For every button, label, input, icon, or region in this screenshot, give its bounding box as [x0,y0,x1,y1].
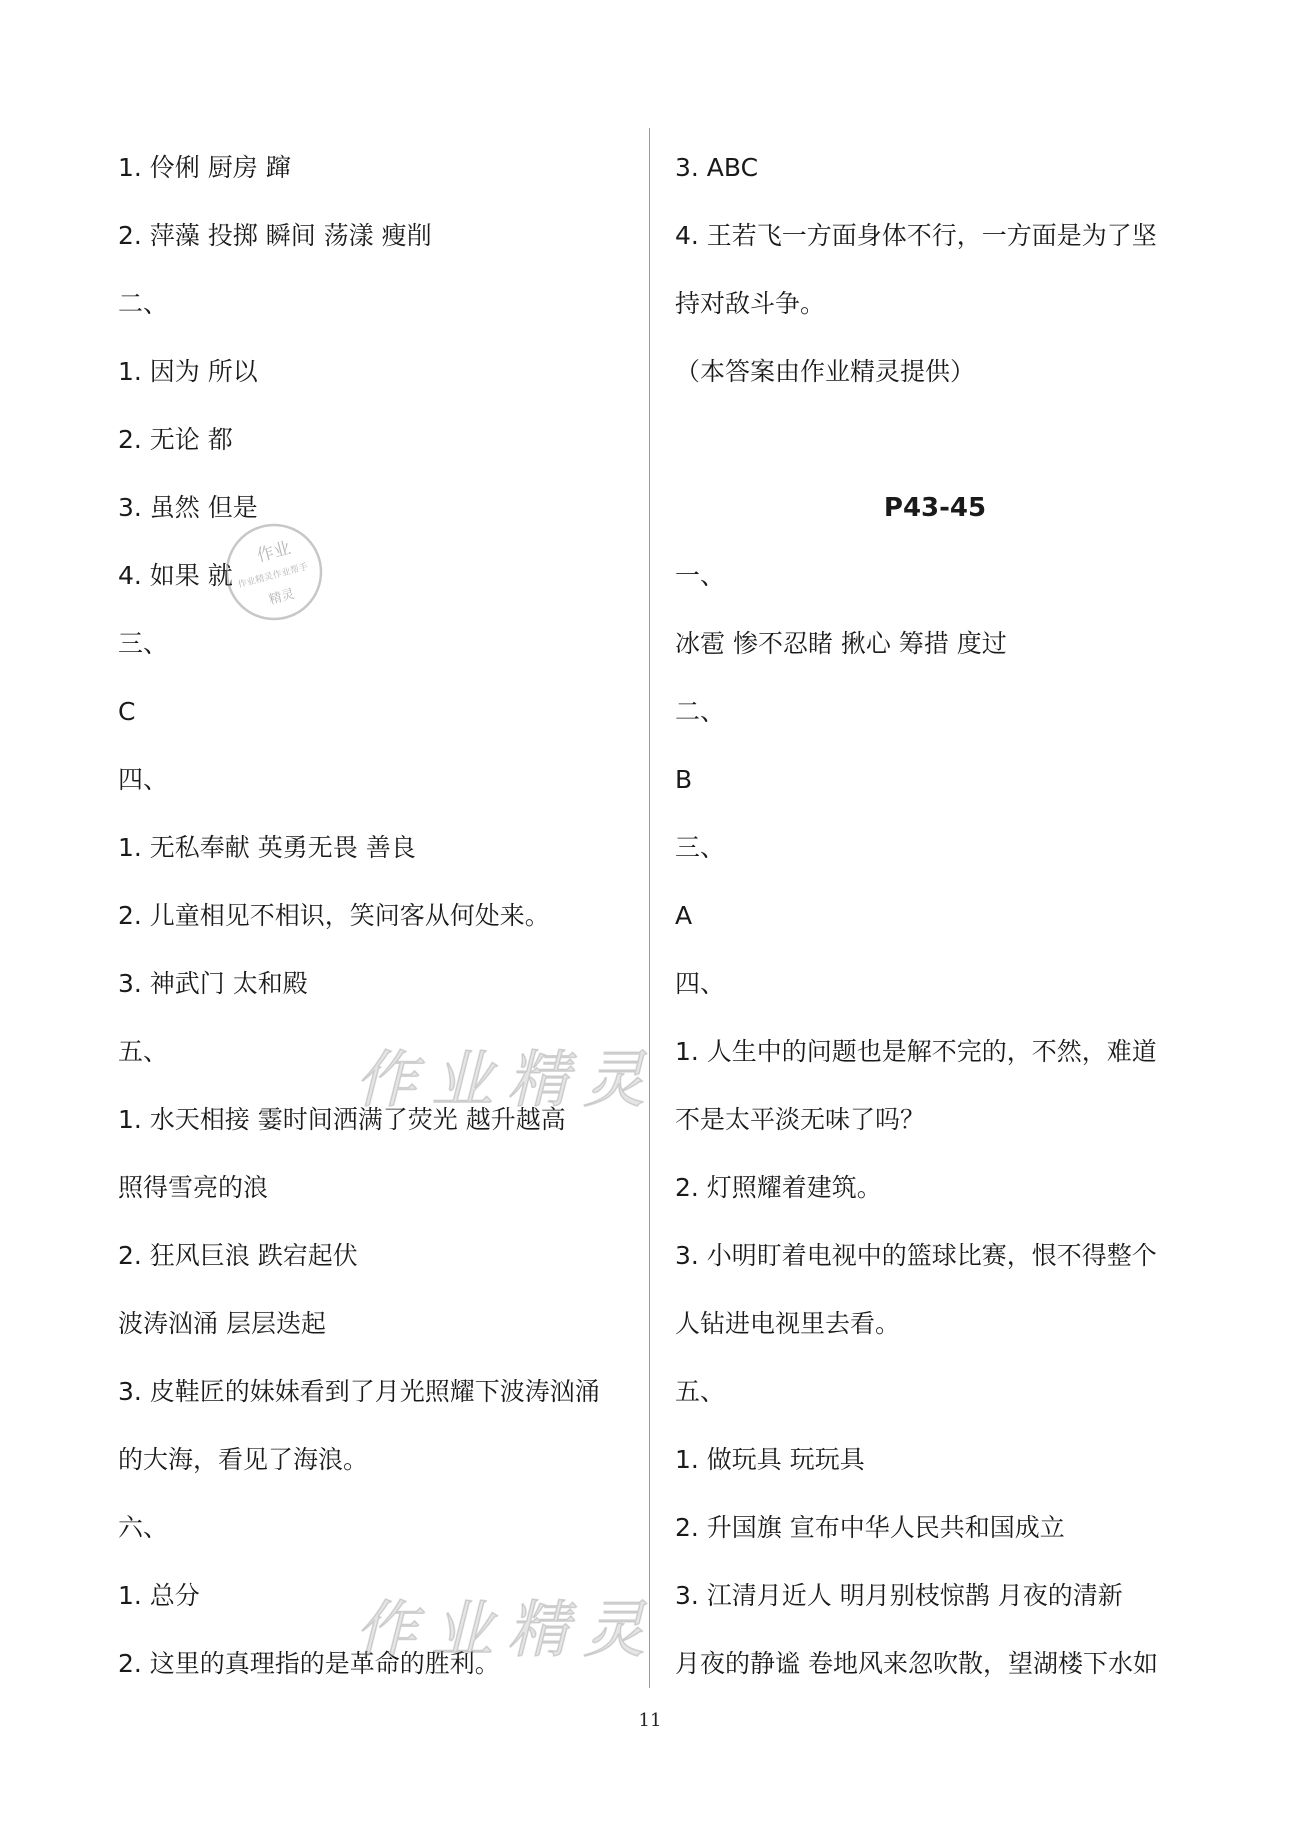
answer-line: 2. 萍藻 投掷 瞬间 荡漾 瘦削 [118,221,432,250]
section-marker: 五、 [118,1037,169,1066]
left-column [118,148,638,1712]
answer-line: 2. 升国旗 宣布中华人民共和国成立 [675,1513,1065,1542]
answer-line: 1. 水天相接 霎时间洒满了荧光 越升越高 [118,1105,566,1134]
answer-line: 3. ABC [675,153,759,182]
answer-line: 2. 狂风巨浪 跌宕起伏 [118,1241,358,1270]
answer-line: 的大海，看见了海浪。 [118,1445,369,1474]
answer-line: 照得雪亮的浪 [118,1173,269,1202]
answer-line: 3. 皮鞋匠的妹妹看到了月光照耀下波涛汹涌 [118,1377,600,1406]
watermark-seal [222,520,327,625]
seal-bottom-text: 精灵 [267,586,297,608]
source-note: （本答案由作业精灵提供） [675,357,976,386]
watermark: 作业精灵 [355,1593,660,1666]
section-marker: 二、 [675,697,726,726]
section-marker: 六、 [118,1513,169,1542]
answer-line: 人钻进电视里去看。 [675,1309,901,1338]
right-column [675,148,1195,1712]
watermark: 作业精灵 [355,1043,660,1116]
column-divider [649,128,650,1688]
spacer-line [675,420,1195,488]
answer-line: 1. 无私奉献 英勇无畏 善良 [118,833,416,862]
seal-middle-text: 作业精灵作业帮手 [237,562,310,591]
page-range-heading: P43-45 [883,493,987,523]
seal-top-text: 作业 [254,538,293,567]
section-marker: 五、 [675,1377,726,1406]
answer-line: 月夜的静谧 卷地风来忽吹散，望湖楼下水如 [675,1649,1158,1678]
answer-line: 4. 王若飞一方面身体不行，一方面是为了坚 [675,221,1157,250]
section-marker: 三、 [118,629,169,658]
answer-line: 冰雹 惨不忍睹 揪心 筹措 度过 [675,629,1007,658]
section-marker: 一、 [675,561,726,590]
answer-line: 3. 江清月近人 明月别枝惊鹊 月夜的清新 [675,1581,1123,1610]
answer-line: 2. 儿童相见不相识，笑问客从何处来。 [118,901,550,930]
answer-line: 1. 人生中的问题也是解不完的，不然，难道 [675,1037,1157,1066]
answer-line: 2. 这里的真理指的是革命的胜利。 [118,1649,500,1678]
answer-line: 4. 如果 就 [118,561,233,590]
answer-line: 2. 灯照耀着建筑。 [675,1173,882,1202]
section-marker: 四、 [675,969,726,998]
answer-line: 1. 做玩具 玩玩具 [675,1445,865,1474]
answer-line: A [675,901,693,930]
section-marker: 三、 [675,833,726,862]
answer-line: 波涛汹涌 层层迭起 [118,1309,326,1338]
answer-line: 3. 虽然 但是 [118,493,258,522]
answer-line: 1. 总分 [118,1581,200,1610]
answer-line: C [118,697,136,726]
answer-line: 3. 神武门 太和殿 [118,969,308,998]
answer-line: 持对敌斗争。 [675,289,826,318]
answer-line: 1. 因为 所以 [118,357,258,386]
answer-line: 3. 小明盯着电视中的篮球比赛，恨不得整个 [675,1241,1157,1270]
answer-line: B [675,765,693,794]
page-number: 11 [638,1710,662,1731]
section-marker: 二、 [118,289,169,318]
section-marker: 四、 [118,765,169,794]
answer-line: 2. 无论 都 [118,425,233,454]
answer-line: 不是太平淡无味了吗？ [675,1105,926,1134]
answer-line: 1. 伶俐 厨房 蹿 [118,153,291,182]
